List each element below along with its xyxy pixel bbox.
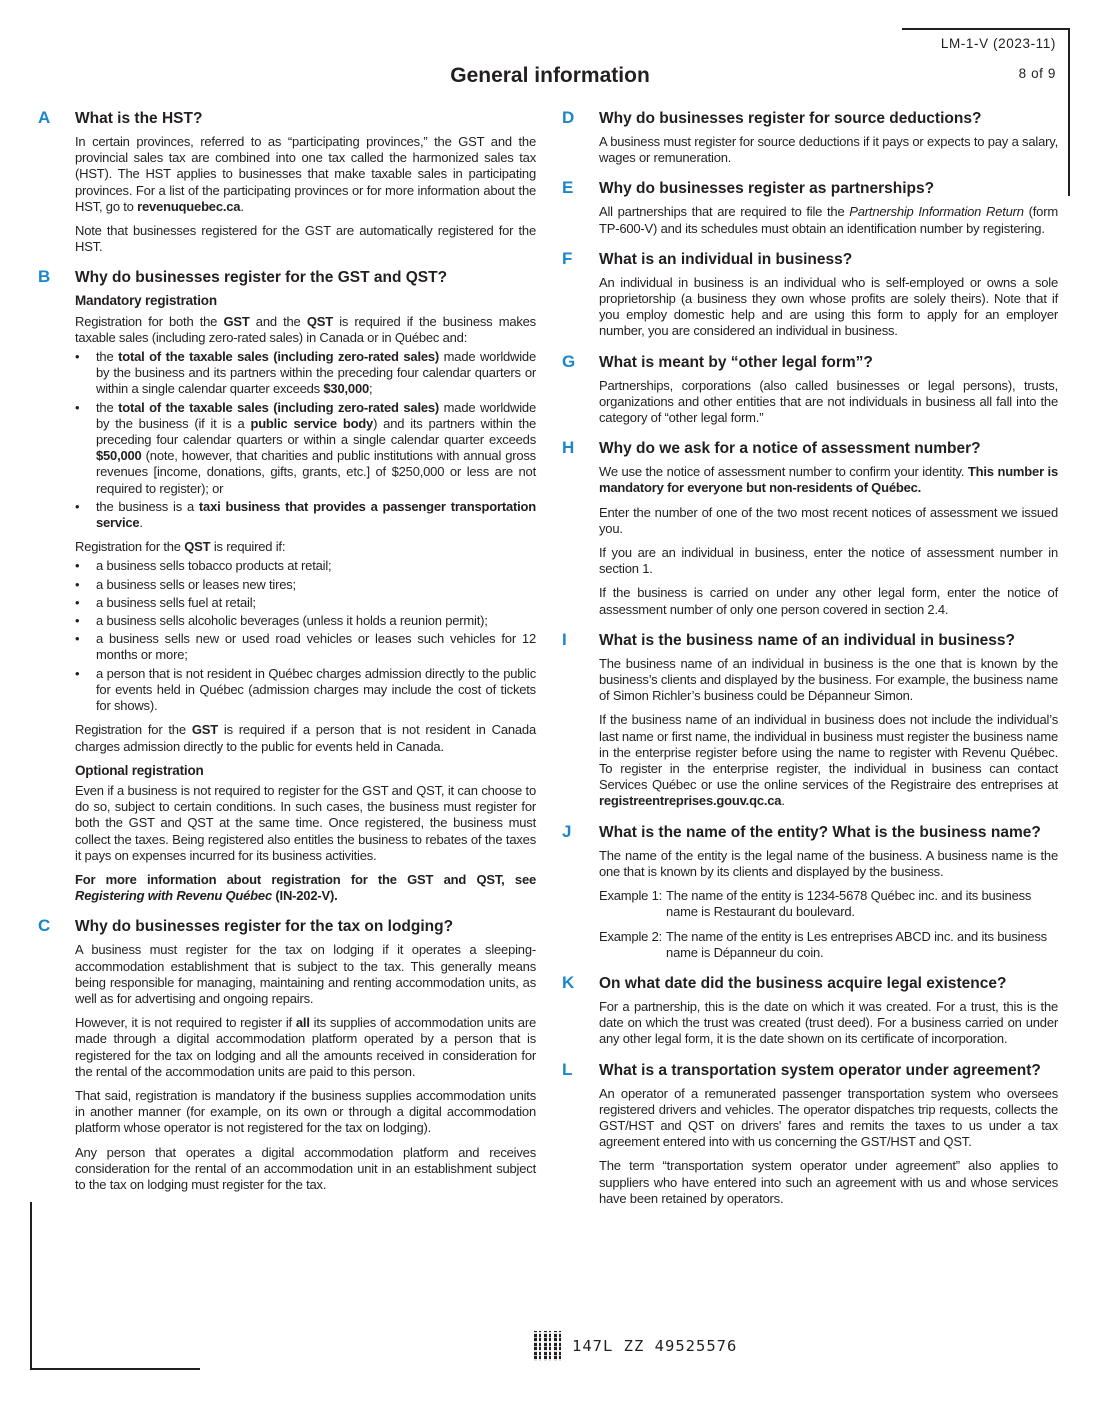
section-title: Why do businesses register for the tax on lodging? [75,918,454,936]
section-title: Why do businesses register for the GST and QST? [75,269,448,287]
section-c [38,916,536,1193]
page-number: 8 of 9 [1018,66,1056,81]
section-title: Why do businesses register as partnerships? [599,180,935,198]
section-l [562,1060,1058,1207]
section-letter: E [562,178,574,198]
section-letter: K [562,972,575,992]
section-title: What is a transportation system operator under agreement? [599,1061,1041,1079]
subheading-mandatory: Mandatory registration [75,293,217,309]
section-title: What is the business name of an individual in business? [599,631,1015,649]
form-code: LM-1-V (2023-11) [940,36,1056,51]
section-letter: B [38,267,51,287]
datamatrix-barcode-icon [534,1331,564,1361]
corner-mark-top-right [902,28,1070,30]
section-h [562,438,1058,618]
section-letter: F [562,248,573,268]
paragraph: The business name of an individual in business is the one that is known by the business’s clients and displayed by the business. For example, the business name of Simon Richler’s business could be Dépanneur Simon. [599,655,1058,704]
section-title: On what date did the business acquire legal existence? [599,974,1007,992]
paragraph: If the business name of an individual in business does not include the individual’s last name or first name, the individual in business must register the business name in the enterprise register before using the name to register with Revenu Québec. To register in the enterprise register, the individual in business can contact Services Québec or use the online services of the Registraire des entreprises at registreentreprises.gouv.qc.ca. [599,712,1058,809]
paragraph: If you are an individual in business, enter the notice of assessment number in section 1. [599,545,1058,577]
section-k [562,973,1058,1048]
paragraph: Note that businesses registered for the GST are automatically registered for the HST. [75,223,536,255]
paragraph: Registration for both the GST and the QST is required if the business makes taxable sales (including zero-rated sales) in Canada or in Québec and: [75,313,536,345]
paragraph: That said, registration is mandatory if the business supplies accommodation units in another manner (for example, on its own or through a digital accommodation platform whose operator is not registered for the tax on lodging). [75,1087,536,1136]
form-title: Partnership Information Return [849,204,1024,220]
section-letter: A [38,108,51,127]
section-title: Why do businesses register for source deductions? [599,110,982,127]
link-registreentreprises[interactable]: registreentreprises.gouv.qc.ca [599,793,782,809]
example-1: Example 1: The name of the entity is 1234-5678 Québec inc. and its business name is Restaurant du boulevard. [599,888,1032,920]
section-j [562,822,1058,961]
section-title: Why do we ask for a notice of assessment number? [599,440,981,458]
list-item: • a business sells or leases new tires; [75,576,296,592]
list-item: • the total of the taxable sales (including zero-rated sales) made worldwide by the business and its partners within the preceding four calendar quarters or within a single calendar quarter exceeds $30,000; [75,349,536,397]
barcode-number: 147L ZZ 49525576 [572,1337,738,1355]
section-i [562,630,1058,810]
publication-title: Registering with Revenu Québec [75,888,272,904]
list-item: • the business is a taxi business that provides a passenger transportation service. [75,498,537,531]
example-2: Example 2: The name of the entity is Les entreprises ABCD inc. and its business name is Dépanneur du coin. [599,928,1047,960]
paragraph: Enter the number of one of the two most recent notices of assessment we issued you. [599,504,1058,536]
section-title: What is an individual in business? [599,250,853,268]
paragraph: Registration for the GST is required if a person that is not resident in Canada charges admission directly to the public for events held in Canada. [75,722,536,754]
paragraph: All partnerships that are required to file the Partnership Information Return (form TP-600-V) and its schedules must obtain an identification number by registering. [599,204,1058,236]
paragraph: Partnerships, corporations (also called businesses or legal persons), trusts, organizations and other entities that are not individuals in business all fall into the category of “other legal form.” [599,377,1058,426]
section-d [562,108,1058,166]
right-column [562,108,1058,1219]
paragraph: Registration for the QST is required if: [75,539,286,555]
section-letter: D [562,108,575,127]
corner-mark-bottom-left-vertical [30,1202,32,1370]
list-item: • a business sells tobacco products at retail; [75,558,332,574]
paragraph: An operator of a remunerated passenger transportation system who oversees registered drivers and vehicles. The operator dispatches trip requests, collects the GST/HST and QST on drivers' fares and remits the taxes to us under a tax agreement entered into with us concerning the GST/HST and QST. [599,1085,1058,1150]
paragraph: A business must register for source deductions if it pays or expects to pay a salary, wages or remuneration. [599,134,1058,166]
section-title: What is the name of the entity? What is the business name? [599,823,1041,841]
section-letter: I [562,629,567,649]
link-revenuquebec[interactable]: revenuquebec.ca [137,198,241,214]
section-letter: G [562,351,576,371]
section-title: What is meant by “other legal form”? [599,353,873,371]
list-item: • a business sells fuel at retail; [75,594,256,610]
corner-mark-bottom-left [30,1368,200,1370]
paragraph: The name of the entity is the legal name of the business. A business name is the one that is known by its clients and displayed by the business. [599,847,1058,879]
section-f [562,249,1058,340]
paragraph: Even if a business is not required to register for the GST and QST, it can choose to do so, subject to certain conditions. In such cases, the business must register for both the GST and QST at the same time. Once registered, the business must collect the taxes. Being registered also entitles the business to rebates of the taxes it pays on expenses incurred for its business activities. [75,782,536,863]
section-letter: C [38,916,51,936]
paragraph: An individual in business is an individual who is self-employed or owns a sole proprietorship (a business they own whose profits are solely theirs). Note that if you employ domestic help and are using this form to apply for an employer number, you are considered an individual in business. [599,274,1058,339]
section-b [38,267,536,904]
footer-barcode [534,1331,737,1361]
paragraph: However, it is not required to register if all its supplies of accommodation units are made through a digital accommodation platform operated by a person that is registered for the tax on lodging and all the amounts received in consideration for the rental of the accommodation units are paid to this person. [75,1015,536,1079]
paragraph: Any person that operates a digital accommodation platform and receives consideration for the rental of an accommodation unit in an establishment subject to the tax on lodging must register for the tax. [75,1144,536,1192]
paragraph: The term “transportation system operator under agreement” also applies to suppliers who have entered into such an agreement with us and whose services have been retained by operators. [599,1158,1058,1206]
section-e [562,178,1058,236]
section-a [38,108,536,255]
paragraph: For a partnership, this is the date on which it was created. For a trust, this is the date on which the trust was created (trust deed). For a business carried on under any other legal form, it is the date shown on its certificate of incorporation. [599,998,1058,1047]
paragraph: A business must register for the tax on lodging if it operates a sleeping-accommodation establishment that is subject to the tax. This generally means being responsible for managing, maintaining and renting accommodation units, as well as for advertising and ongoing repairs. [75,942,536,1006]
paragraph: In certain provinces, referred to as “participating provinces,” the GST and the provincial sales tax are combined into one tax called the harmonized sales tax (HST). The HST applies to businesses that make taxable sales in participating provinces. For a list of the participating provinces or for more information about the HST, go to revenuquebec.ca. [75,134,536,214]
left-column [38,108,536,1205]
section-letter: J [562,821,572,841]
section-letter: L [562,1059,573,1079]
list-item: • a person that is not resident in Québec charges admission directly to the public for events held in Québec (admission charges may include the cost of tickets for shows). [75,665,536,714]
more-info-note: For more information about registration for the GST and QST, see Registering with Revenu Québec (IN-202-V). [75,871,536,904]
corner-mark-top-right-vertical [1068,28,1070,196]
paragraph: If the business is carried on under any other legal form, enter the notice of assessment number of only one person covered in section 2.4. [599,585,1058,617]
list-item: • the total of the taxable sales (including zero-rated sales) made worldwide by the business (if it is a public service body) and its partners within the preceding four calendar quarters or within a single calendar quarter exceeds $50,000 (note, however, that charities and public institutions with annual gross revenues [income, donations, gifts, grants, etc.] of $250,000 or less are not required to register); or [75,399,537,496]
list-item: • a business sells alcoholic beverages (unless it holds a reunion permit); [75,613,488,629]
section-letter: H [562,438,575,458]
qst-list [75,558,536,714]
section-g [562,352,1058,427]
page-title: General information [450,64,650,87]
section-title: What is the HST? [75,110,203,127]
paragraph: We use the notice of assessment number to confirm your identity. This number is mandatory for everyone but non-residents of Québec. [599,464,1058,496]
list-item: • a business sells new or used road vehicles or leases such vehicles for 12 months or more; [75,631,536,663]
subheading-optional: Optional registration [75,762,204,778]
